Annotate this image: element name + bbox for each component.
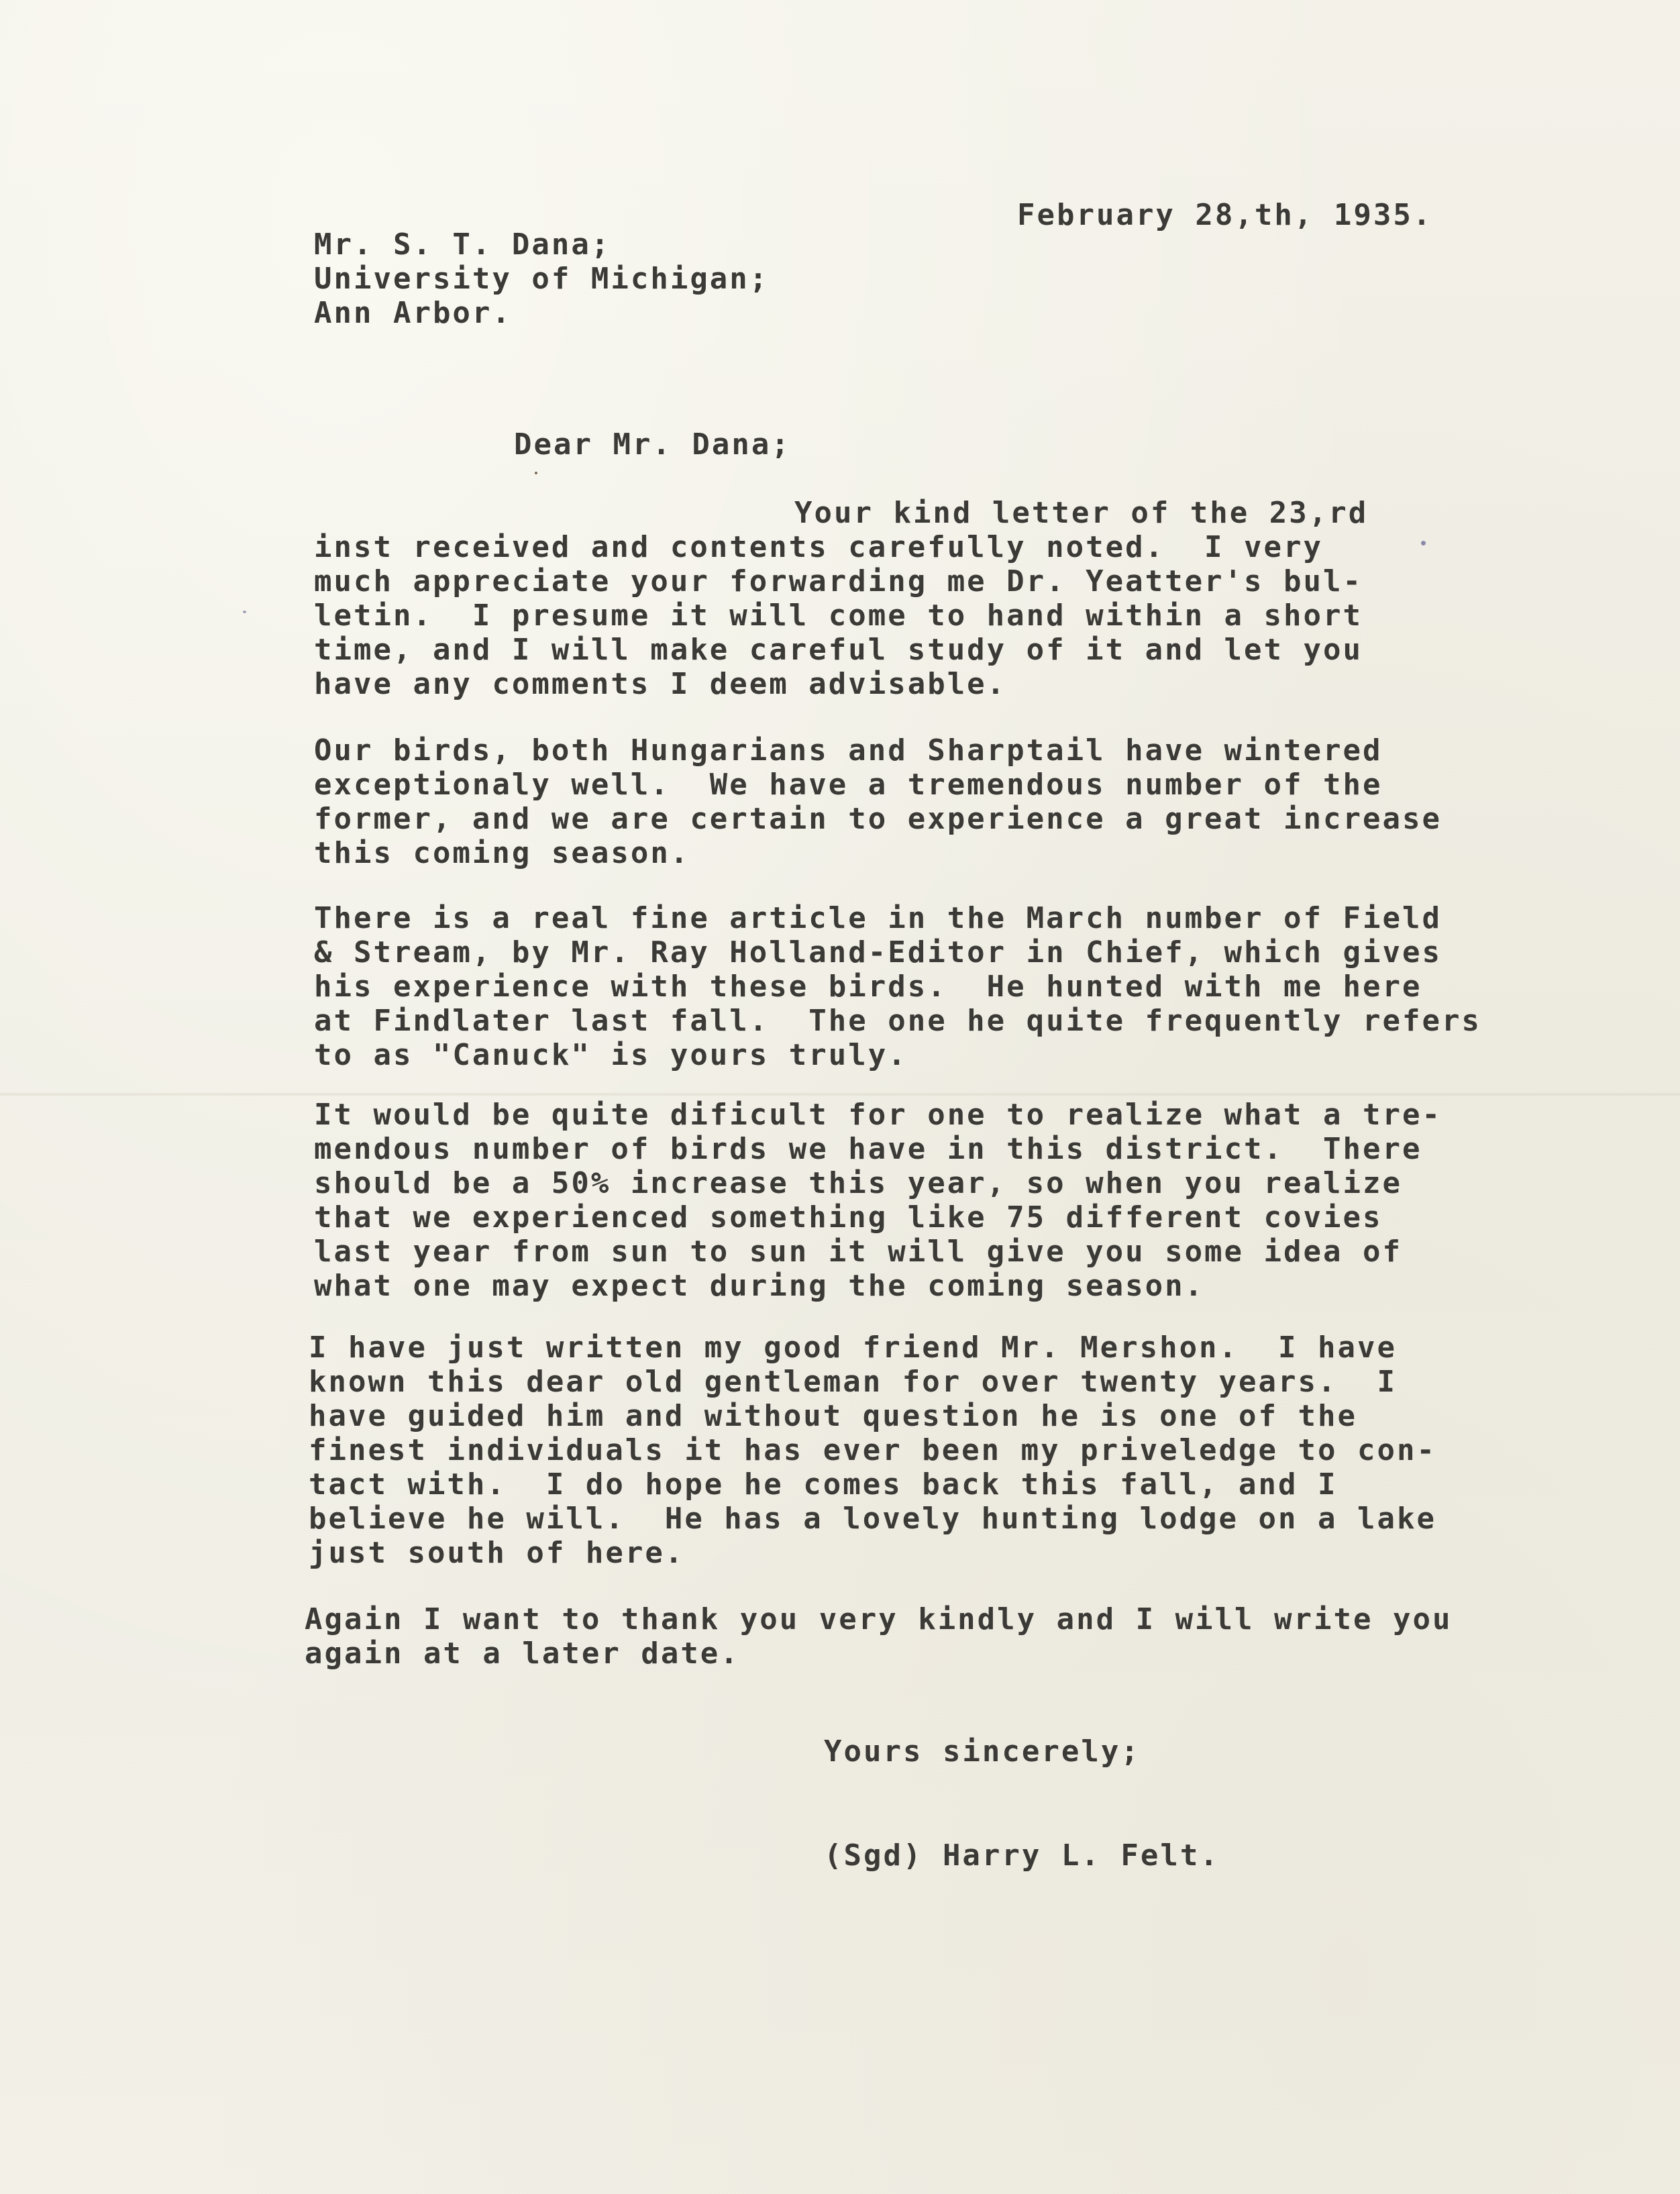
body-paragraph-2: [314, 733, 1442, 870]
signature: (Sgd) Harry L. Felt.: [824, 1838, 1220, 1873]
body-line: believe he will. He has a lovely hunting lodge on a lake: [309, 1502, 1436, 1536]
body-paragraph-6: [305, 1602, 1452, 1671]
body-line: mendous number of birds we have in this district. There: [314, 1132, 1422, 1166]
body-line: inst received and contents carefully noted. I very: [314, 530, 1324, 564]
body-line: exceptionaly well. We have a tremendous number of the: [314, 768, 1383, 802]
body-line: to as "Canuck" is yours truly.: [314, 1038, 908, 1072]
body-line: his experience with these birds. He hunted with me here: [314, 970, 1422, 1004]
body-line: at Findlater last fall. The one he quite frequently refers: [314, 1004, 1481, 1038]
body-line: Our birds, both Hungarians and Sharptail have wintered: [314, 733, 1383, 768]
closing: Yours sincerely;: [824, 1734, 1141, 1769]
body-line: last year from sun to sun it will give you some idea of: [314, 1235, 1402, 1269]
body-line: should be a 50% increase this year, so when you realize: [314, 1166, 1402, 1200]
body-line: have any comments I deem advisable.: [314, 667, 1007, 701]
body-paragraph-5: [309, 1330, 1436, 1570]
body-line: It would be quite dificult for one to realize what a tre-: [314, 1098, 1442, 1132]
ink-speck: [243, 611, 246, 613]
body-line: known this dear old gentleman for over twenty years. I: [309, 1365, 1397, 1399]
body-line: former, and we are certain to experience a great increase: [314, 802, 1442, 836]
address-line: Mr. S. T. Dana;: [314, 227, 611, 262]
body-paragraph-3: [314, 901, 1481, 1072]
body-line: letin. I presume it will come to hand within a short: [314, 598, 1363, 633]
body-line: this coming season.: [314, 836, 690, 870]
body-paragraph-1: [314, 496, 1368, 701]
salutation: Dear Mr. Dana;: [514, 427, 791, 462]
body-line: again at a later date.: [305, 1636, 740, 1671]
body-line: There is a real fine article in the March number of Field: [314, 901, 1442, 935]
body-line: Your kind letter of the 23,rd: [794, 496, 1369, 530]
body-line: tact with. I do hope he comes back this fall, and I: [309, 1467, 1338, 1502]
body-line: finest individuals it has ever been my priveledge to con-: [309, 1433, 1436, 1467]
ink-speck: [535, 472, 537, 474]
body-line: what one may expect during the coming season.: [314, 1269, 1205, 1303]
body-line: just south of here.: [309, 1536, 685, 1570]
body-line: time, and I will make careful study of it and let you: [314, 633, 1363, 667]
body-line: that we experienced something like 75 different covies: [314, 1200, 1383, 1235]
ink-speck: [1421, 541, 1426, 545]
body-line: much appreciate your forwarding me Dr. Yeatter's bul-: [314, 564, 1363, 598]
body-line: & Stream, by Mr. Ray Holland-Editor in Chief, which gives: [314, 935, 1442, 970]
body-line: Again I want to thank you very kindly and I will write you: [305, 1602, 1453, 1636]
paper-fold: [0, 1092, 1680, 1096]
recipient-address: [314, 227, 769, 330]
address-line: Ann Arbor.: [314, 296, 512, 330]
letter-date: February 28,th, 1935.: [1017, 198, 1433, 232]
body-line: I have just written my good friend Mr. Mershon. I have: [309, 1330, 1397, 1365]
body-paragraph-4: [314, 1098, 1442, 1303]
address-line: University of Michigan;: [314, 262, 770, 296]
body-line: have guided him and without question he is one of the: [309, 1399, 1357, 1433]
